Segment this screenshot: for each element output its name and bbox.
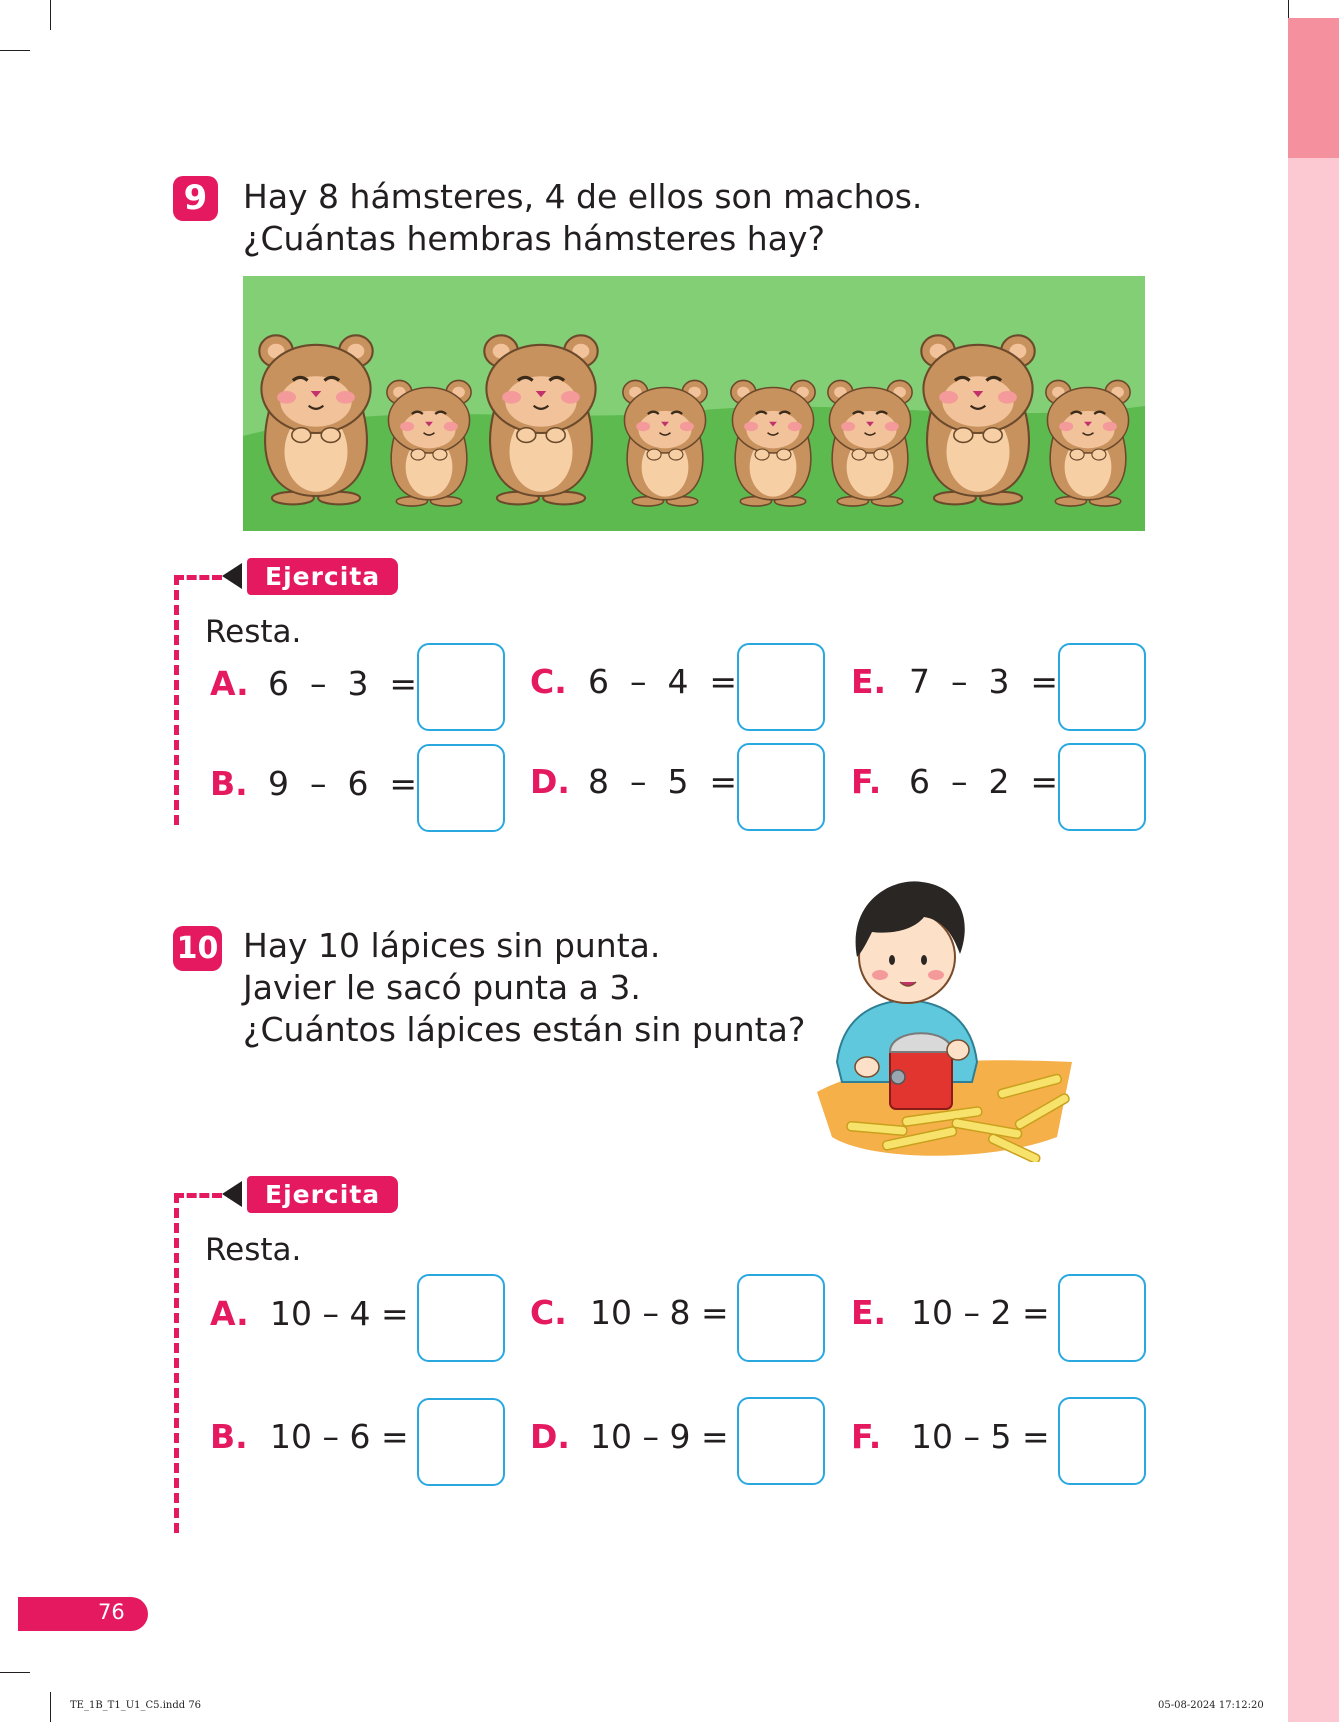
exercise-letter: C.: [530, 662, 567, 701]
crop-mark: [1288, 0, 1289, 18]
statement-line: ¿Cuántos lápices están sin punta?: [243, 1010, 806, 1049]
answer-box[interactable]: [1058, 643, 1146, 731]
exercise-letter: F.: [851, 762, 882, 801]
hamster-5: [731, 380, 815, 506]
problem-statement: [243, 925, 805, 1051]
exercise-letter: D.: [530, 762, 570, 801]
crop-mark: [0, 50, 30, 51]
page-number-tab: [18, 1597, 148, 1631]
exercise-letter: B.: [210, 1417, 248, 1456]
hamster-4: [623, 380, 707, 506]
answer-box[interactable]: [737, 1397, 825, 1485]
exercise-letter: A.: [210, 664, 249, 703]
dashed-bracket: [174, 1193, 222, 1198]
exercise-expression: 10 – 8 =: [590, 1293, 729, 1332]
crop-mark: [50, 0, 51, 30]
answer-box[interactable]: [737, 1274, 825, 1362]
exercise-expression: 9 – 6 =: [268, 764, 418, 803]
statement-line: Hay 10 lápices sin punta.: [243, 926, 661, 965]
exercise-letter: E.: [851, 1293, 887, 1332]
exercise-expression: 10 – 5 =: [911, 1417, 1050, 1456]
exercise-instruction: Resta.: [205, 614, 302, 650]
hamster-2: [387, 380, 471, 506]
boy-sharpening-illustration: [812, 862, 1082, 1162]
ejercita-tag: Ejercita: [247, 558, 398, 595]
exercise-expression: 8 – 5 =: [588, 762, 738, 801]
problem-statement: [243, 176, 922, 260]
page-number: 76: [98, 1600, 125, 1624]
exercise-letter: C.: [530, 1293, 567, 1332]
answer-box[interactable]: [1058, 1397, 1146, 1485]
exercise-expression: 7 – 3 =: [909, 662, 1059, 701]
exercise-expression: 6 – 4 =: [588, 662, 738, 701]
hamsters-illustration: [243, 276, 1145, 531]
crop-mark: [50, 1692, 51, 1722]
answer-box[interactable]: [417, 1274, 505, 1362]
answer-box[interactable]: [1058, 743, 1146, 831]
slug-timestamp: 05-08-2024 17:12:20: [1158, 1700, 1264, 1711]
crop-mark: [0, 1672, 30, 1673]
answer-box[interactable]: [417, 643, 505, 731]
statement-line: Javier le sacó punta a 3.: [243, 968, 641, 1007]
exercise-instruction: Resta.: [205, 1232, 302, 1268]
pencil-tip-icon: [222, 1181, 242, 1207]
hamster-7: [921, 335, 1034, 504]
exercise-expression: 10 – 4 =: [270, 1294, 409, 1333]
exercise-expression: 10 – 2 =: [911, 1293, 1050, 1332]
exercise-expression: 6 – 2 =: [909, 762, 1059, 801]
hamster-1: [259, 335, 372, 504]
problem-number-badge: 9: [173, 176, 218, 221]
problem-number-badge: 10: [173, 926, 222, 971]
hamster-3: [484, 335, 597, 504]
exercise-expression: 10 – 6 =: [270, 1417, 409, 1456]
slug-filename: TE_1B_T1_U1_C5.indd 76: [70, 1700, 202, 1711]
exercise-letter: E.: [851, 662, 887, 701]
exercise-expression: 10 – 9 =: [590, 1417, 729, 1456]
exercise-letter: A.: [210, 1294, 249, 1333]
answer-box[interactable]: [737, 643, 825, 731]
exercise-expression: 6 – 3 =: [268, 664, 418, 703]
dashed-bracket: [174, 575, 179, 825]
dashed-bracket: [174, 1193, 179, 1533]
answer-box[interactable]: [1058, 1274, 1146, 1362]
side-band: [1288, 18, 1339, 1722]
pencil-tip-icon: [222, 563, 242, 589]
exercise-letter: F.: [851, 1417, 882, 1456]
exercise-letter: D.: [530, 1417, 570, 1456]
answer-box[interactable]: [417, 1398, 505, 1486]
answer-box[interactable]: [737, 743, 825, 831]
dashed-bracket: [174, 575, 222, 580]
hamster-8: [1046, 380, 1130, 506]
answer-box[interactable]: [417, 744, 505, 832]
ejercita-tag: Ejercita: [247, 1176, 398, 1213]
exercise-letter: B.: [210, 764, 248, 803]
hamster-6: [828, 380, 912, 506]
statement-line: ¿Cuántas hembras hámsteres hay?: [243, 219, 825, 258]
side-band-top: [1288, 18, 1339, 158]
statement-line: Hay 8 hámsteres, 4 de ellos son machos.: [243, 177, 923, 216]
